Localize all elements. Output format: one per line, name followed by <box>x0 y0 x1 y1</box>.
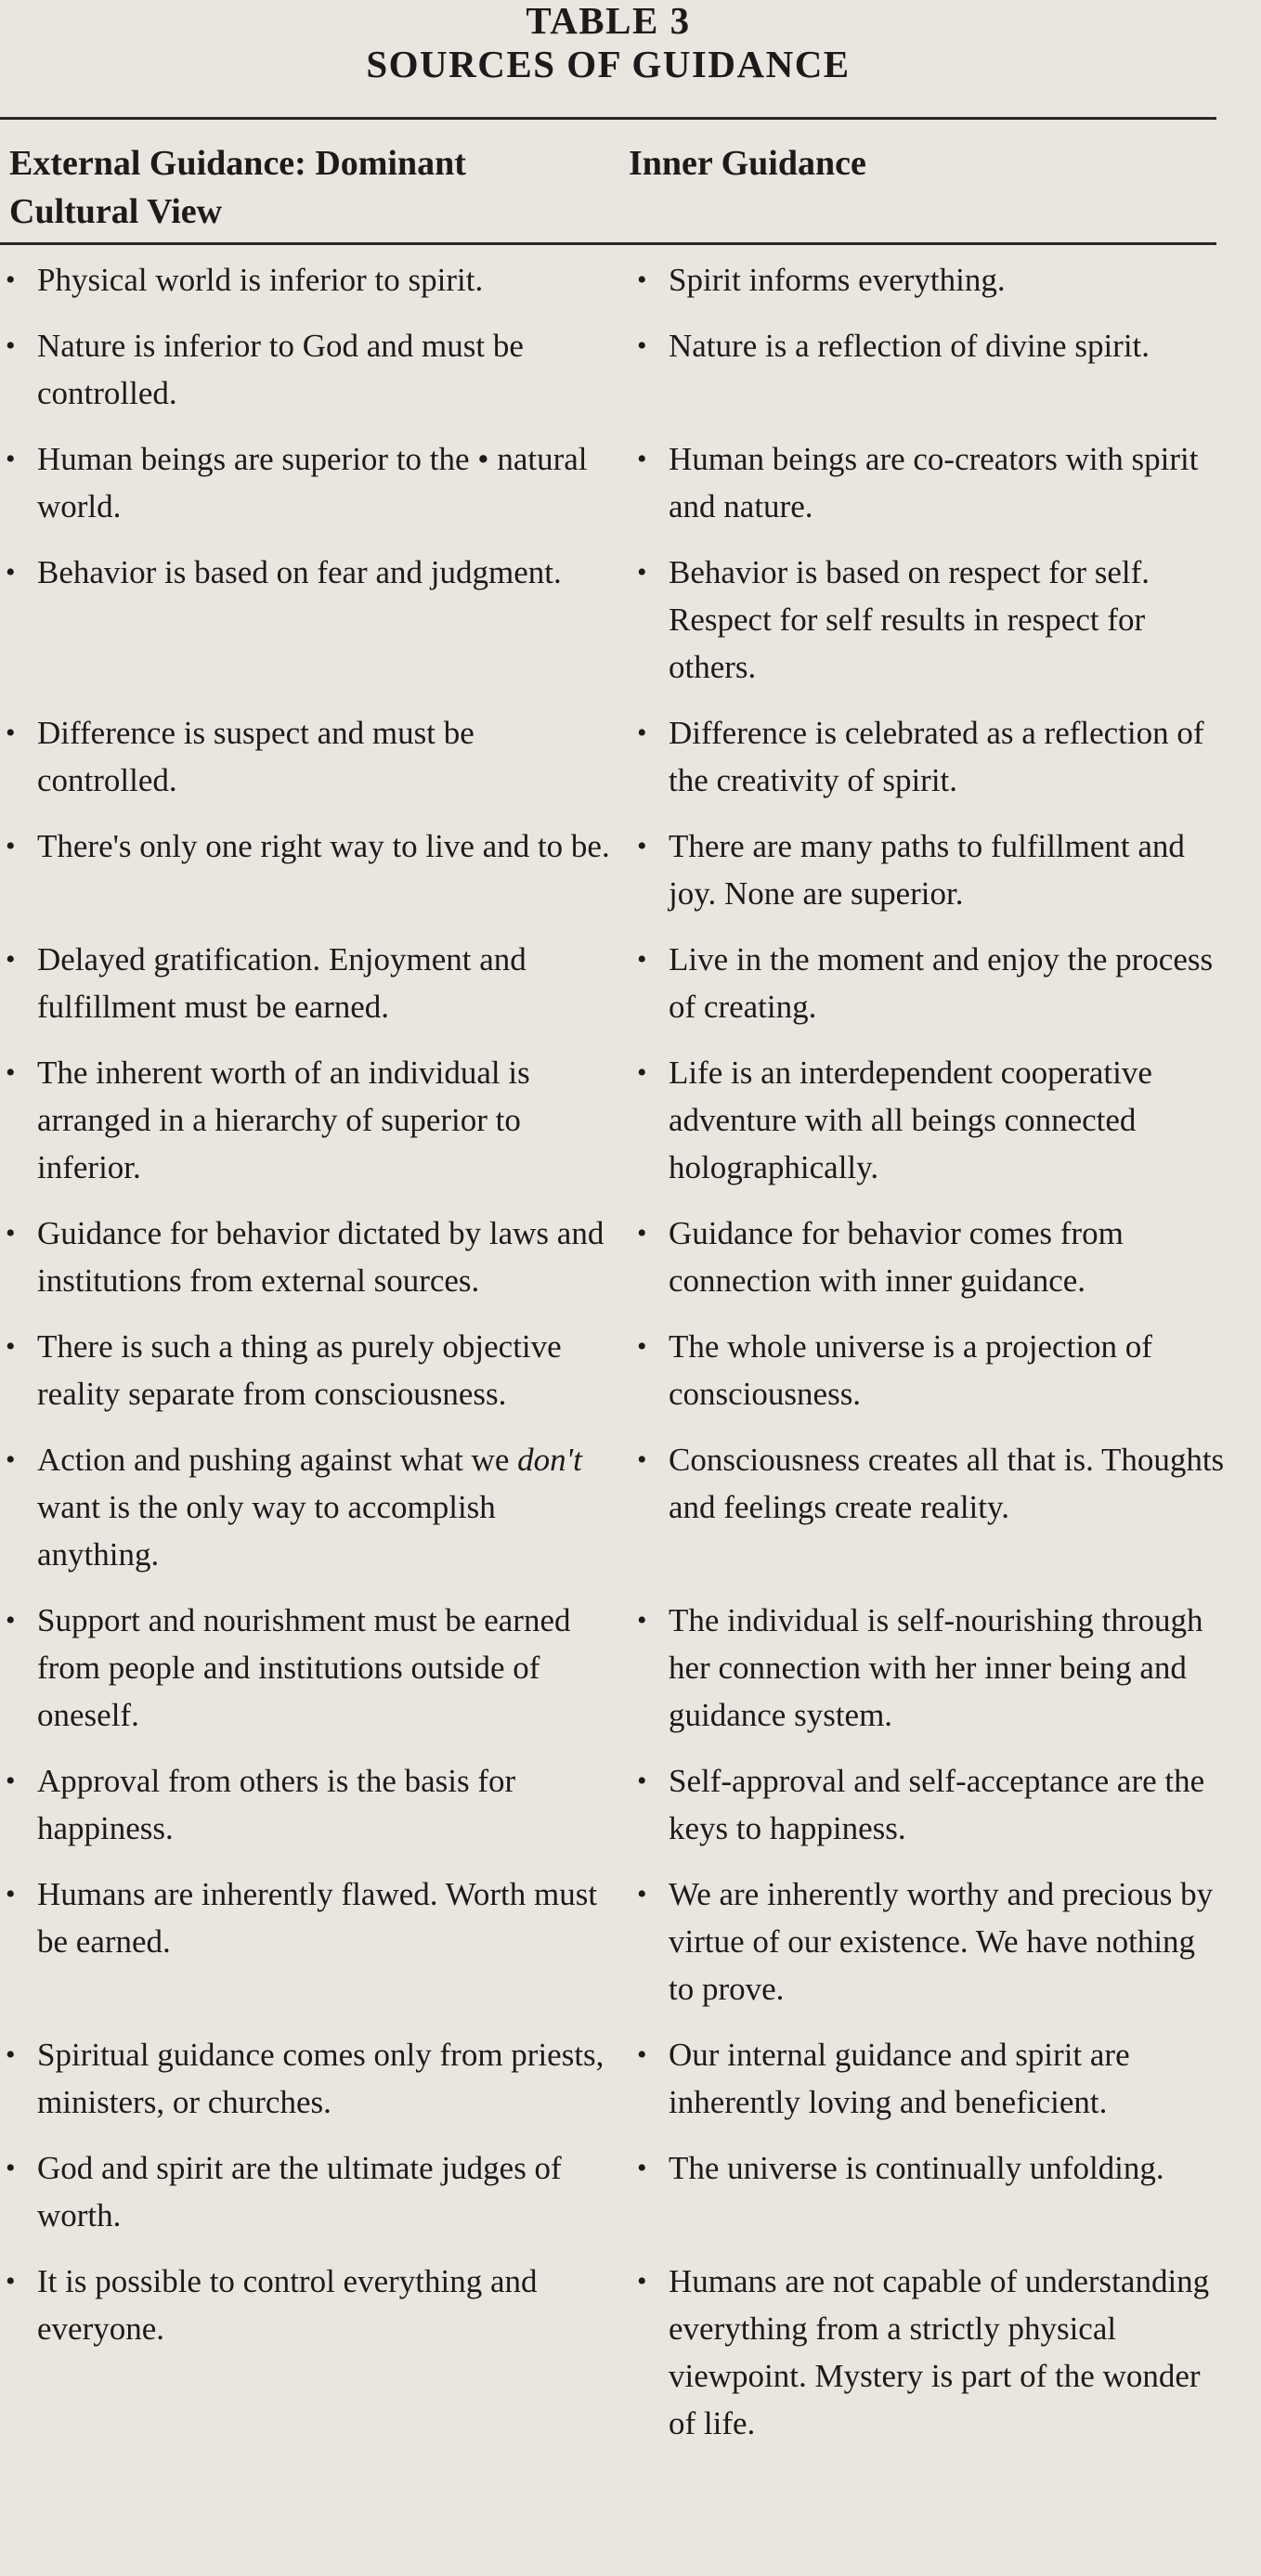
bullet-icon: • <box>637 1605 647 1636</box>
external-guidance-text: Spiritual guidance comes only from priests, ministers, or churches. <box>37 2037 604 2120</box>
inner-guidance-text: Nature is a reflection of divine spirit. <box>669 328 1150 364</box>
external-guidance-text: Humans are inherently flawed. Worth must be earned. <box>37 1876 598 1960</box>
right-column-header: Inner Guidance <box>629 144 866 183</box>
inner-guidance-cell <box>629 1871 1235 2013</box>
table-row <box>0 2258 1235 2447</box>
inner-guidance-cell <box>629 709 1235 804</box>
external-guidance-cell <box>0 2258 629 2447</box>
bullet-icon: • <box>637 330 647 361</box>
bullet-icon: • <box>637 265 647 295</box>
table-row <box>0 322 1235 417</box>
inner-guidance-text: The universe is continually unfolding. <box>669 2150 1164 2186</box>
table-row <box>0 1323 1235 1417</box>
inner-guidance-text: Our internal guidance and spirit are inherently loving and beneficient. <box>669 2037 1130 2120</box>
external-guidance-cell <box>0 1436 629 1578</box>
external-guidance-text: There's only one right way to live and to be. <box>37 828 610 864</box>
external-guidance-text: Support and nourishment must be earned from people and institutions outside of oneself. <box>37 1602 571 1733</box>
external-guidance-text: Difference is suspect and must be controlled. <box>37 715 474 798</box>
bullet-icon: • <box>637 1331 647 1362</box>
bullet-icon: • <box>6 1218 16 1249</box>
external-guidance-text: Human beings are superior to the • natural world. <box>37 441 588 524</box>
table-row <box>0 435 1235 530</box>
inner-guidance-text: The individual is self-nourishing through her connection with her inner being and guidance system. <box>669 1602 1203 1733</box>
external-guidance-text: Nature is inferior to God and must be controlled. <box>37 328 524 411</box>
bullet-icon: • <box>6 557 16 588</box>
bullet-icon: • <box>6 2153 16 2183</box>
bullet-icon: • <box>6 1605 16 1636</box>
bullet-icon: • <box>637 1218 647 1249</box>
bullet-icon: • <box>637 557 647 588</box>
inner-guidance-text: Live in the moment and enjoy the process of creating. <box>669 941 1214 1025</box>
external-guidance-text: Physical world is inferior to spirit. <box>37 262 484 298</box>
inner-guidance-text: The whole universe is a projection of consciousness. <box>669 1328 1152 1412</box>
bullet-icon: • <box>6 1879 16 1909</box>
bullet-icon: • <box>637 718 647 748</box>
inner-guidance-cell <box>629 2258 1235 2447</box>
bullet-icon: • <box>637 831 647 861</box>
bullet-icon: • <box>6 1331 16 1362</box>
bullet-icon: • <box>637 444 647 474</box>
external-guidance-cell <box>0 1871 629 2013</box>
inner-guidance-text: Behavior is based on respect for self. Respect for self results in respect for others. <box>669 554 1150 685</box>
external-guidance-text: There is such a thing as purely objective reality separate from consciousness. <box>37 1328 562 1412</box>
bullet-icon: • <box>637 2039 647 2070</box>
inner-guidance-cell <box>629 322 1235 417</box>
table-row <box>0 256 1235 304</box>
bullet-icon: • <box>6 718 16 748</box>
inner-guidance-text: There are many paths to fulfillment and joy. None are superior. <box>669 828 1185 912</box>
bullet-icon: • <box>6 330 16 361</box>
external-guidance-cell <box>0 256 629 304</box>
bullet-icon: • <box>6 944 16 975</box>
inner-guidance-text: Consciousness creates all that is. Thoughts and feelings create reality. <box>669 1442 1225 1525</box>
table-title: SOURCES OF GUIDANCE <box>366 43 851 85</box>
table-row <box>0 936 1235 1030</box>
inner-guidance-cell <box>629 1210 1235 1304</box>
external-guidance-cell <box>0 1323 629 1417</box>
inner-guidance-cell <box>629 1436 1235 1578</box>
emphasis-text: don't <box>517 1442 582 1478</box>
table-row <box>0 1597 1235 1739</box>
table-row <box>0 822 1235 917</box>
bullet-icon: • <box>637 1879 647 1909</box>
inner-guidance-text: Humans are not capable of understanding everything from a strictly physical viewpoint. Mystery is part of the wonder of life. <box>669 2263 1210 2441</box>
external-guidance-text: Behavior is based on fear and judgment. <box>37 554 562 590</box>
inner-guidance-text: Human beings are co-creators with spirit and nature. <box>669 441 1199 524</box>
bullet-icon: • <box>6 831 16 861</box>
external-guidance-cell <box>0 1049 629 1191</box>
inner-guidance-text: Self-approval and self-acceptance are the keys to happiness. <box>669 1763 1205 1846</box>
bullet-icon: • <box>637 1444 647 1475</box>
external-guidance-cell <box>0 2144 629 2239</box>
bullet-icon: • <box>637 944 647 975</box>
bullet-icon: • <box>6 265 16 295</box>
external-guidance-cell <box>0 709 629 804</box>
inner-guidance-cell <box>629 2031 1235 2126</box>
external-guidance-cell <box>0 822 629 917</box>
external-guidance-cell <box>0 435 629 530</box>
table-row <box>0 549 1235 691</box>
external-guidance-cell <box>0 1597 629 1739</box>
inner-guidance-text: Difference is celebrated as a reflection of the creativity of spirit. <box>669 715 1204 798</box>
table-row <box>0 1436 1235 1578</box>
table-row <box>0 1210 1235 1304</box>
inner-guidance-text: Guidance for behavior comes from connection with inner guidance. <box>669 1215 1124 1299</box>
external-guidance-text: Guidance for behavior dictated by laws and institutions from external sources. <box>37 1215 604 1299</box>
inner-guidance-cell <box>629 2144 1235 2239</box>
external-guidance-cell <box>0 1757 629 1852</box>
bullet-icon: • <box>637 1057 647 1088</box>
external-guidance-text-part: Action and pushing against what we <box>37 1442 518 1478</box>
external-guidance-text-part: want is the only way to accomplish anything. <box>37 1489 496 1573</box>
inner-guidance-cell <box>629 435 1235 530</box>
table-row <box>0 2031 1235 2126</box>
inner-guidance-cell <box>629 1323 1235 1417</box>
inner-guidance-text: Life is an interdependent cooperative adventure with all beings connected holographically. <box>669 1055 1152 1185</box>
external-guidance-text: God and spirit are the ultimate judges of worth. <box>37 2150 562 2233</box>
external-guidance-text: Approval from others is the basis for happiness. <box>37 1763 516 1846</box>
header-rule <box>0 242 1216 245</box>
table-number: TABLE 3 <box>526 0 691 42</box>
bullet-icon: • <box>637 1766 647 1796</box>
external-guidance-text: The inherent worth of an individual is arranged in a hierarchy of superior to inferior. <box>37 1055 530 1185</box>
external-guidance-cell <box>0 2031 629 2126</box>
external-guidance-text: It is possible to control everything and everyone. <box>37 2263 538 2347</box>
bullet-icon: • <box>6 1766 16 1796</box>
inner-guidance-cell <box>629 936 1235 1030</box>
inner-guidance-text: We are inherently worthy and precious by virtue of our existence. We have nothing to prove. <box>669 1876 1214 2007</box>
inner-guidance-cell <box>629 549 1235 691</box>
inner-guidance-cell <box>629 256 1235 304</box>
inner-guidance-cell <box>629 1757 1235 1852</box>
external-guidance-cell <box>0 1210 629 1304</box>
inner-guidance-text: Spirit informs everything. <box>669 262 1006 298</box>
guidance-table <box>0 256 1235 2466</box>
external-guidance-cell <box>0 549 629 691</box>
bullet-icon: • <box>637 2153 647 2183</box>
inner-guidance-cell <box>629 822 1235 917</box>
table-row <box>0 1757 1235 1852</box>
table-row <box>0 1049 1235 1191</box>
external-guidance-cell <box>0 936 629 1030</box>
top-rule <box>0 117 1216 120</box>
bullet-icon: • <box>6 1057 16 1088</box>
table-row <box>0 1871 1235 2013</box>
inner-guidance-cell <box>629 1597 1235 1739</box>
left-column-header: External Guidance: Dominant Cultural View <box>9 144 466 231</box>
external-guidance-cell <box>0 322 629 417</box>
inner-guidance-cell <box>629 1049 1235 1191</box>
bullet-icon: • <box>637 2266 647 2297</box>
bullet-icon: • <box>6 444 16 474</box>
bullet-icon: • <box>6 2266 16 2297</box>
bullet-icon: • <box>6 1444 16 1475</box>
bullet-icon: • <box>6 2039 16 2070</box>
external-guidance-text: Delayed gratification. Enjoyment and fulfillment must be earned. <box>37 941 526 1025</box>
table-row <box>0 709 1235 804</box>
table-row <box>0 2144 1235 2239</box>
